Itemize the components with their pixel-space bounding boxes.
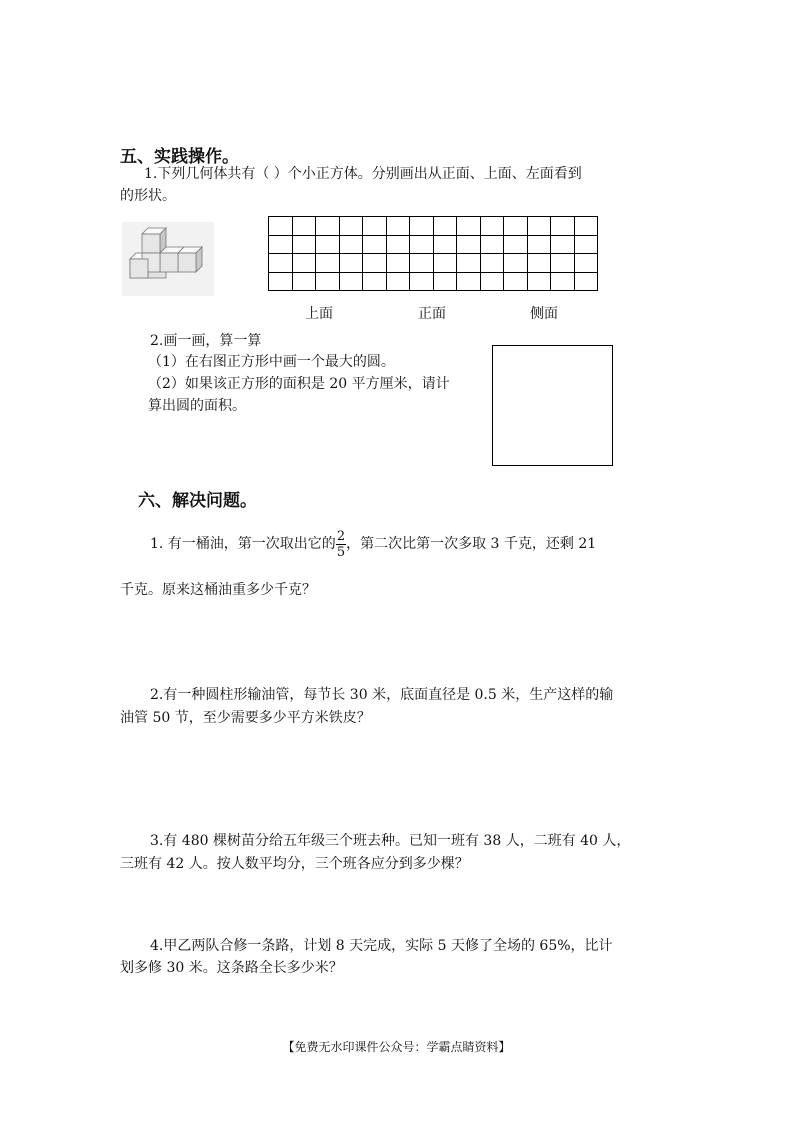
grid-cell[interactable] <box>269 235 293 254</box>
grid-cell[interactable] <box>410 235 434 254</box>
grid-cell[interactable] <box>386 217 410 236</box>
grid-cell[interactable] <box>527 217 551 236</box>
grid-cell[interactable] <box>504 217 528 236</box>
grid-cell[interactable] <box>269 217 293 236</box>
grid-row <box>269 217 598 236</box>
grid-cell[interactable] <box>292 254 316 273</box>
q2-title: 2.画一画，算一算 <box>150 333 262 349</box>
grid-cell[interactable] <box>480 254 504 273</box>
grid-cell[interactable] <box>527 272 551 291</box>
footer-note: 【免费无水印课件公众号：学霸点睛资料】 <box>282 1040 511 1054</box>
grid-cell[interactable] <box>292 272 316 291</box>
grid-cell[interactable] <box>457 272 481 291</box>
grid-cell[interactable] <box>480 272 504 291</box>
section-6-title: 六、解决问题。 <box>138 491 257 511</box>
grid-cell[interactable] <box>316 235 340 254</box>
grid-cell[interactable] <box>480 235 504 254</box>
grid-cell[interactable] <box>504 272 528 291</box>
q2-sub1: （1）在右图正方形中画一个最大的圆。 <box>148 354 395 370</box>
grid-cell[interactable] <box>339 254 363 273</box>
grid-cell[interactable] <box>574 217 598 236</box>
q1-line2: 的形状。 <box>120 188 176 204</box>
grid-cell[interactable] <box>457 217 481 236</box>
grid-cell[interactable] <box>386 254 410 273</box>
grid-cell[interactable] <box>386 235 410 254</box>
grid-cell[interactable] <box>574 272 598 291</box>
grid-row <box>269 272 598 291</box>
grid-cell[interactable] <box>457 235 481 254</box>
q2-sub2-line1: （2）如果该正方形的面积是 20 平方厘米，请计 <box>148 376 450 392</box>
grid-cell[interactable] <box>551 235 575 254</box>
grid-row <box>269 235 598 254</box>
grid-cell[interactable] <box>339 272 363 291</box>
view-label-side: 侧面 <box>530 306 558 322</box>
grid-cell[interactable] <box>433 254 457 273</box>
grid-cell[interactable] <box>551 217 575 236</box>
grid-cell[interactable] <box>457 254 481 273</box>
grid-cell[interactable] <box>504 254 528 273</box>
grid-cell[interactable] <box>316 254 340 273</box>
p1-fraction <box>336 529 346 560</box>
grid-cell[interactable] <box>433 217 457 236</box>
grid-cell[interactable] <box>292 235 316 254</box>
grid-cell[interactable] <box>339 217 363 236</box>
grid-cell[interactable] <box>292 217 316 236</box>
p3-line2: 三班有 42 人。按人数平均分，三个班各应分到多少棵？ <box>120 856 469 872</box>
p3-line1: 3.有 480 棵树苗分给五年级三个班去种。已知一班有 38 人，二班有 40 人， <box>150 833 631 849</box>
grid-cell[interactable] <box>574 235 598 254</box>
drawing-square[interactable] <box>492 345 613 466</box>
grid-cell[interactable] <box>433 272 457 291</box>
grid-cell[interactable] <box>527 254 551 273</box>
p1-text-after: ，第二次比第一次多取 3 千克，还剩 21 <box>346 536 597 552</box>
grid-row <box>269 254 598 273</box>
grid-cell[interactable] <box>574 254 598 273</box>
p2-line1: 2.有一种圆柱形输油管，每节长 30 米，底面直径是 0.5 米，生产这样的输 <box>150 687 614 703</box>
view-label-front: 正面 <box>418 306 446 322</box>
p2-line2: 油管 50 节，至少需要多少平方米铁皮？ <box>120 710 371 726</box>
grid-cell[interactable] <box>363 217 387 236</box>
grid-cell[interactable] <box>433 235 457 254</box>
q1-line1: 1.下列几何体共有（ ）个小正方体。分别画出从正面、上面、左面看到 <box>144 166 582 182</box>
grid-cell[interactable] <box>386 272 410 291</box>
p4-line2: 划多修 30 米。这条路全长多少米？ <box>120 960 343 976</box>
p4-line1: 4.甲乙两队合修一条路，计划 8 天完成，实际 5 天修了全场的 65%，比计 <box>150 938 613 954</box>
grid-cell[interactable] <box>551 254 575 273</box>
grid-cell[interactable] <box>480 217 504 236</box>
grid-cell[interactable] <box>363 272 387 291</box>
p1-fraction-denominator: 5 <box>336 544 346 560</box>
view-drawing-grid[interactable] <box>268 216 598 291</box>
grid-cell[interactable] <box>504 235 528 254</box>
grid-cell[interactable] <box>527 235 551 254</box>
grid-cell[interactable] <box>410 217 434 236</box>
grid-cell[interactable] <box>316 217 340 236</box>
view-label-top: 上面 <box>305 306 333 322</box>
cube-solid-figure <box>122 222 214 296</box>
grid-cell[interactable] <box>410 254 434 273</box>
grid-cell[interactable] <box>269 254 293 273</box>
p1-fraction-numerator: 2 <box>336 528 346 544</box>
grid-cell[interactable] <box>363 254 387 273</box>
q2-sub2-line2: 算出圆的面积。 <box>148 398 246 414</box>
grid-cell[interactable] <box>316 272 340 291</box>
section-5-title: 五、实践操作。 <box>120 147 239 167</box>
grid-cell[interactable] <box>269 272 293 291</box>
p1-text-before: 1. 有一桶油，第一次取出它的 <box>150 536 336 552</box>
grid-cell[interactable] <box>339 235 363 254</box>
grid-cell[interactable] <box>551 272 575 291</box>
p1-line1 <box>150 524 596 564</box>
p1-line2: 千克。原来这桶油重多少千克？ <box>120 582 316 598</box>
grid-cell[interactable] <box>363 235 387 254</box>
grid-cell[interactable] <box>410 272 434 291</box>
